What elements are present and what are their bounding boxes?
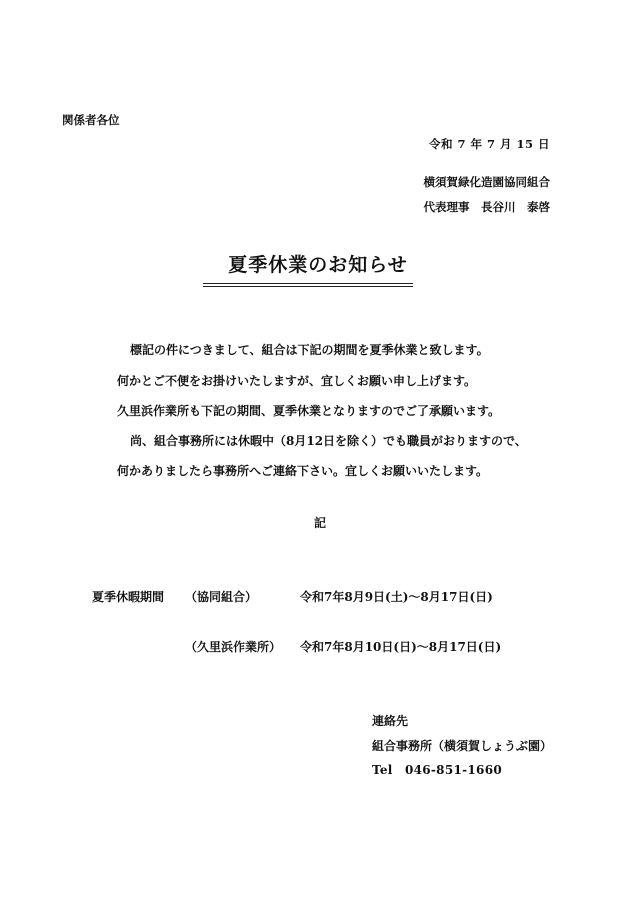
schedule-dates-cooperative: 令和7年8月9日(土)～8月17日(日) bbox=[300, 590, 493, 604]
contact-office: 組合事務所（横須賀しょうぶ園） bbox=[372, 739, 553, 753]
schedule-group-cooperative: （協同組合） bbox=[185, 590, 258, 604]
body-line-5: 何かありましたら事務所へご連絡下さい。宜しくお願いいたします。 bbox=[117, 464, 489, 478]
notice-title: 夏季休業のお知らせ bbox=[228, 254, 408, 276]
body-line-3: 久里浜作業所も下記の期間、夏季休業となりますのでご了承願います。 bbox=[117, 404, 501, 418]
contact-heading: 連絡先 bbox=[372, 714, 409, 728]
organization-name: 横須賀緑化造園協同組合 bbox=[423, 175, 550, 189]
contact-phone: Tel 046-851-1660 bbox=[372, 763, 503, 777]
body-line-4: 尚、組合事務所には休暇中（8月12日を除く）でも職員がおりますので、 bbox=[130, 434, 527, 448]
ki-heading: 記 bbox=[314, 516, 327, 530]
schedule-group-kurihama: （久里浜作業所） bbox=[185, 640, 282, 654]
body-line-2: 何かとご不便をお掛けいたしますが、宜しくお願い申し上げます。 bbox=[117, 374, 477, 388]
title-double-underline bbox=[203, 283, 413, 287]
holiday-period-label: 夏季休暇期間 bbox=[92, 590, 165, 604]
notice-date: 令和 7 年 7 月 15 日 bbox=[428, 137, 550, 151]
body-line-1: 標記の件につきまして、組合は下記の期間を夏季休業と致します。 bbox=[130, 343, 489, 357]
representative-name: 代表理事 長谷川 泰啓 bbox=[423, 200, 550, 214]
addressee: 関係者各位 bbox=[62, 113, 120, 127]
schedule-dates-kurihama: 令和7年8月10日(日)～8月17日(日) bbox=[300, 640, 502, 654]
